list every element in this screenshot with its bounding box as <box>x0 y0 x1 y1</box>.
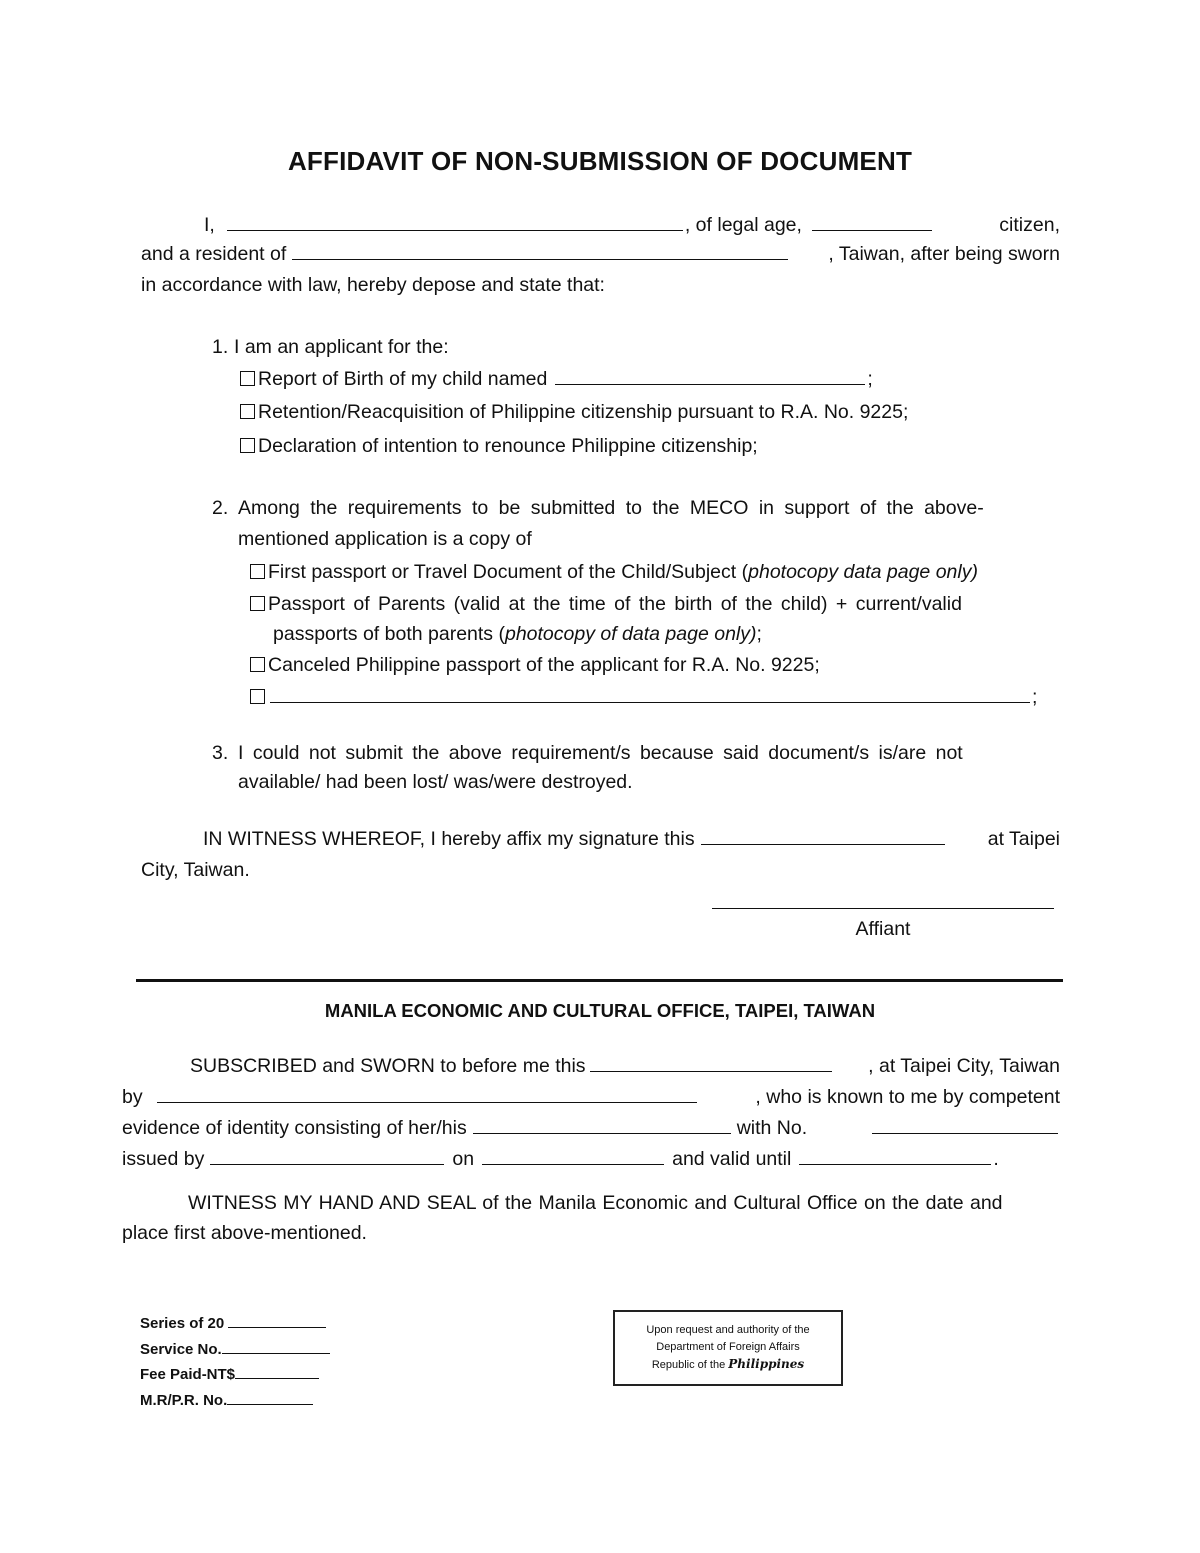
seal-line-1 <box>188 1190 1060 1216</box>
jurat-issued-by: issued by <box>122 1148 205 1170</box>
doc-passport-parents-cont: passports of both parents ( <box>273 623 505 645</box>
mr-pr-field[interactable] <box>227 1391 313 1405</box>
signature-date-field[interactable] <box>701 826 945 845</box>
intro-depose: in accordance with law, hereby depose and state that: <box>141 274 605 296</box>
checkbox-declaration[interactable] <box>240 438 255 453</box>
item1-number: 1. <box>212 336 229 358</box>
checkbox-report-of-birth[interactable] <box>240 371 255 386</box>
item2-doc-2b <box>273 621 762 647</box>
jurat-at-taipei: , at Taipei City, Taiwan <box>868 1055 1060 1077</box>
other-document-field[interactable] <box>270 684 1030 703</box>
option-report-of-birth: Report of Birth of my child named <box>258 368 548 390</box>
jurat-on: on <box>452 1148 475 1170</box>
checkbox-retention[interactable] <box>240 404 255 419</box>
intro-line-2 <box>141 241 1060 267</box>
affiant-name-field[interactable] <box>157 1084 697 1103</box>
doc-passport-parents: Passport of Parents (valid at the time of the birth of the child) + current/valid <box>268 593 962 615</box>
intro-line-1 <box>204 212 1060 238</box>
item3-text-1: I could not submit the above requirement/s because said document/s is/are not <box>238 742 963 764</box>
jurat-by: by <box>122 1086 143 1108</box>
valid-until-field[interactable] <box>799 1146 991 1165</box>
option-declaration: Declaration of intention to renounce Philippine citizenship; <box>258 435 758 457</box>
jurat-with-no: with No. <box>736 1117 808 1139</box>
stamp-line-2: Department of Foreign Affairs <box>656 1341 800 1353</box>
mr-pr-row <box>140 1391 313 1409</box>
intro-line-3 <box>141 272 605 298</box>
residence-field[interactable] <box>292 241 788 260</box>
witness-city: City, Taiwan. <box>141 859 250 881</box>
jurat-line-4 <box>122 1146 999 1172</box>
fee-paid-field[interactable] <box>235 1365 319 1379</box>
intro-i: I, <box>204 214 215 236</box>
stamp-republic: Republic of the <box>651 1359 726 1371</box>
jurat-known: , who is known to me by competent <box>755 1086 1060 1108</box>
child-name-field[interactable] <box>555 366 865 385</box>
item1-option-2 <box>240 399 908 425</box>
seal-text-2: place first above-mentioned. <box>122 1222 367 1244</box>
jurat-valid-until: and valid until <box>672 1148 792 1170</box>
fee-paid-row <box>140 1365 319 1383</box>
item3-line-1 <box>212 740 1060 766</box>
item2-text-2: mentioned application is a copy of <box>238 528 532 550</box>
jurat-line-2 <box>122 1084 1060 1110</box>
jurat-evidence: evidence of identity consisting of her/his <box>122 1117 467 1139</box>
series-year-field[interactable] <box>228 1314 326 1328</box>
jurat-date-field[interactable] <box>590 1053 832 1072</box>
doc-passport-parents-end: ; <box>756 623 762 645</box>
doc-other-end: ; <box>1032 686 1038 708</box>
item3-number: 3. <box>212 742 229 764</box>
jurat-subscribed: SUBSCRIBED and SWORN to before me this <box>190 1055 586 1077</box>
witness-text: IN WITNESS WHEREOF, I hereby affix my signature this <box>203 828 695 850</box>
issued-on-field[interactable] <box>482 1146 664 1165</box>
intro-resident: and a resident of <box>141 243 287 265</box>
name-field[interactable] <box>227 212 683 231</box>
service-no-field[interactable] <box>222 1340 330 1354</box>
affiant-label: Affiant <box>855 918 911 940</box>
item1-option-1 <box>240 366 873 392</box>
seal-line-2 <box>122 1220 367 1246</box>
jurat-end: . <box>993 1148 999 1170</box>
item2-doc-4 <box>250 684 1037 710</box>
section-divider <box>136 979 1063 982</box>
item2-text-1: Among the requirements to be submitted to the MECO in support of the above- <box>238 497 984 519</box>
mr-pr-label: M.R/P.R. No. <box>140 1392 228 1409</box>
item2-number: 2. <box>212 497 229 519</box>
series-of-label: Series of 20 <box>140 1315 225 1332</box>
item3-text-2: available/ had been lost/ was/were destroyed. <box>238 771 633 793</box>
item1-option-3 <box>240 433 758 459</box>
item3-line-2 <box>238 769 633 795</box>
item2-doc-3 <box>250 652 820 678</box>
identity-document-field[interactable] <box>473 1115 731 1134</box>
fee-paid-label: Fee Paid-NT$ <box>140 1366 236 1383</box>
stamp-line-1: Upon request and authority of the <box>646 1324 810 1336</box>
item2-doc-1 <box>250 559 978 585</box>
option1-end: ; <box>867 368 873 390</box>
doc-canceled-passport: Canceled Philippine passport of the applicant for R.A. No. 9225; <box>268 654 820 676</box>
option-retention: Retention/Reacquisition of Philippine citizenship pursuant to R.A. No. 9225; <box>258 401 909 423</box>
doc-first-passport: First passport or Travel Document of the Child/Subject ( <box>268 561 749 583</box>
item2-line-2 <box>238 526 532 552</box>
item1-lead: I am an applicant for the: <box>234 336 449 358</box>
item2-doc-2 <box>250 591 1060 617</box>
jurat-line-1 <box>190 1053 1060 1079</box>
checkbox-passport-parents[interactable] <box>250 596 265 611</box>
item1-lead-line <box>212 334 449 360</box>
checkbox-other-document[interactable] <box>250 689 265 704</box>
item2-line-1 <box>212 495 1060 521</box>
doc-first-passport-note: photocopy data page only) <box>748 561 978 583</box>
witness-line-2 <box>141 857 250 883</box>
intro-taiwan: , Taiwan, after being sworn <box>828 243 1060 265</box>
stamp-philippines: Philippines <box>728 1357 805 1371</box>
office-heading: MANILA ECONOMIC AND CULTURAL OFFICE, TAIPEI, TAIWAN <box>324 1000 876 1021</box>
document-title: AFFIDAVIT OF NON-SUBMISSION OF DOCUMENT <box>287 146 913 176</box>
checkbox-first-passport[interactable] <box>250 564 265 579</box>
identity-number-field[interactable] <box>872 1115 1058 1134</box>
seal-text-1: WITNESS MY HAND AND SEAL of the Manila Economic and Cultural Office on the date and <box>188 1192 1003 1214</box>
stamp-line-3 <box>615 1356 841 1374</box>
intro-citizen: citizen, <box>999 214 1060 236</box>
affiant-signature-line[interactable] <box>712 908 1054 909</box>
intro-legal-age: , of legal age, <box>684 214 802 236</box>
citizenship-field[interactable] <box>812 212 932 231</box>
authority-stamp-box <box>613 1310 843 1386</box>
service-no-label: Service No. <box>140 1341 222 1358</box>
doc-passport-parents-note: photocopy of data page only) <box>504 623 757 645</box>
issued-by-field[interactable] <box>210 1146 444 1165</box>
witness-at-taipei: at Taipei <box>987 828 1060 850</box>
jurat-line-3 <box>122 1115 1060 1141</box>
checkbox-canceled-passport[interactable] <box>250 657 265 672</box>
series-of-row <box>140 1314 326 1332</box>
service-no-row <box>140 1340 330 1358</box>
witness-line-1 <box>203 826 1060 852</box>
